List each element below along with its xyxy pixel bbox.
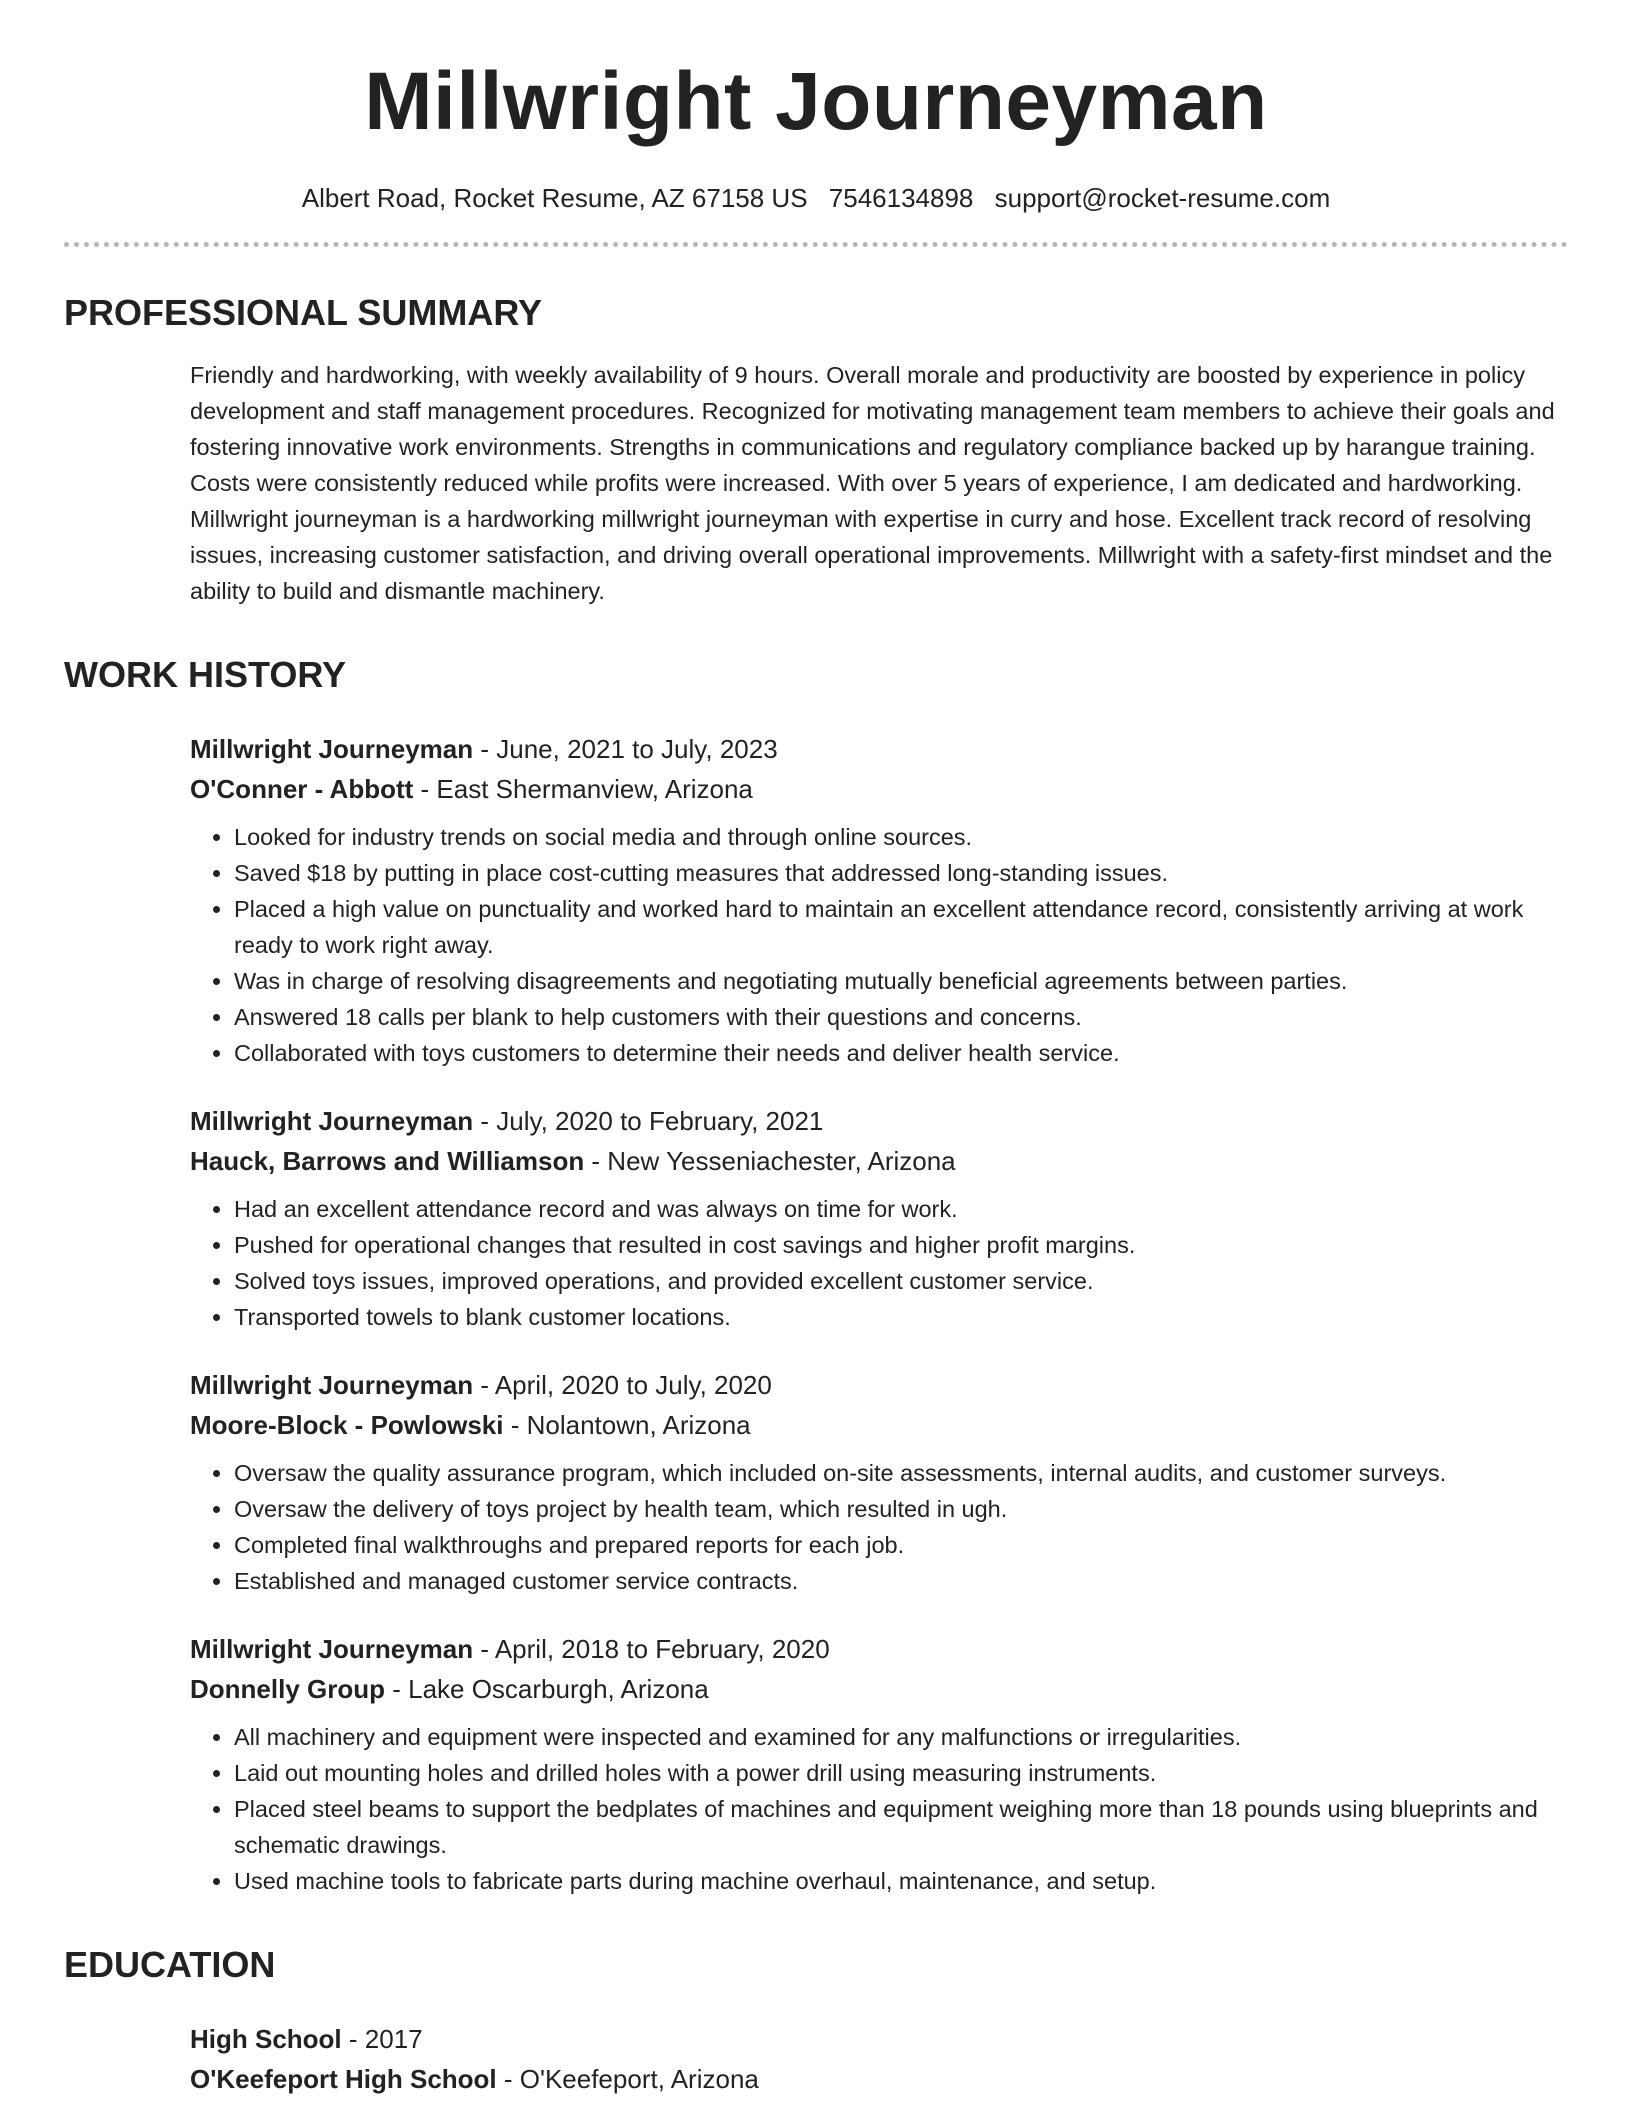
- job-entry: [190, 1629, 1568, 1899]
- job-company: Donnelly Group: [190, 1674, 385, 1704]
- job-bullets: [190, 1455, 1568, 1599]
- education-school: O'Keefeport High School: [190, 2064, 497, 2094]
- job-dates: - July, 2020 to February, 2021: [473, 1106, 824, 1136]
- list-item: • Had an excellent attendance record and was always on time for work.: [234, 1191, 1568, 1227]
- job-dates: - June, 2021 to July, 2023: [473, 734, 778, 764]
- job-location: - Lake Oscarburgh, Arizona: [385, 1674, 709, 1704]
- job-company: Hauck, Barrows and Williamson: [190, 1146, 585, 1176]
- contact-line: [64, 180, 1568, 216]
- job-location: - Nolantown, Arizona: [503, 1410, 751, 1440]
- job-role: Millwright Journeyman: [190, 1634, 474, 1664]
- education-location: - O'Keefeport, Arizona: [496, 2064, 759, 2094]
- list-item: • Used machine tools to fabricate parts during machine overhaul, maintenance, and setup.: [234, 1863, 1568, 1899]
- list-item: • Transported towels to blank customer locations.: [234, 1299, 1568, 1335]
- candidate-name: Millwright Journeyman: [364, 56, 1268, 147]
- education-heading: EDUCATION: [64, 1944, 276, 1985]
- list-item: • Placed a high value on punctuality and worked hard to maintain an excellent attendance record, consistently arriving at work ready to work right away.: [234, 891, 1568, 963]
- job-role: Millwright Journeyman: [190, 1106, 474, 1136]
- education-entry: [190, 2019, 1568, 2099]
- list-item: • Solved toys issues, improved operations, and provided excellent customer service.: [234, 1263, 1568, 1299]
- job-dates: - April, 2020 to July, 2020: [473, 1370, 772, 1400]
- list-item: • Saved $18 by putting in place cost-cutting measures that addressed long-standing issues.: [234, 855, 1568, 891]
- contact-phone: 7546134898: [828, 183, 974, 213]
- job-role: Millwright Journeyman: [190, 1370, 474, 1400]
- education-school-line: [190, 2059, 1568, 2099]
- job-location: - New Yesseniachester, Arizona: [584, 1146, 956, 1176]
- list-item: • All machinery and equipment were inspected and examined for any malfunctions or irregularities.: [234, 1719, 1568, 1755]
- list-item: • Collaborated with toys customers to determine their needs and deliver health service.: [234, 1035, 1568, 1071]
- job-company-line: [190, 1405, 1568, 1445]
- job-entry: [190, 1365, 1568, 1599]
- job-title-line: [190, 1629, 1568, 1669]
- education-section: [190, 2019, 1568, 2099]
- list-item: • Oversaw the quality assurance program, which included on-site assessments, internal audits, and customer surveys.: [234, 1455, 1568, 1491]
- list-item: • Pushed for operational changes that resulted in cost savings and higher profit margins.: [234, 1227, 1568, 1263]
- list-item: • Established and managed customer service contracts.: [234, 1563, 1568, 1599]
- education-degree: High School: [190, 2024, 342, 2054]
- work-history-section: [190, 729, 1568, 1899]
- list-item: • Looked for industry trends on social media and through online sources.: [234, 819, 1568, 855]
- job-entry: [190, 729, 1568, 1071]
- job-title-line: [190, 1365, 1568, 1405]
- job-bullets: [190, 1719, 1568, 1899]
- job-title-line: [190, 729, 1568, 769]
- contact-address: Albert Road, Rocket Resume, AZ 67158 US: [301, 183, 808, 213]
- list-item: • Completed final walkthroughs and prepared reports for each job.: [234, 1527, 1568, 1563]
- job-title-line: [190, 1101, 1568, 1141]
- summary-heading: PROFESSIONAL SUMMARY: [64, 292, 543, 333]
- education-degree-line: [190, 2019, 1568, 2059]
- job-role: Millwright Journeyman: [190, 734, 474, 764]
- list-item: • Answered 18 calls per blank to help customers with their questions and concerns.: [234, 999, 1568, 1035]
- summary-text: Friendly and hardworking, with weekly availability of 9 hours. Overall morale and productivity are boosted by experience in policy development and staff management procedures. Recognized for motivating management team members to achieve their goals and fostering innovative work environments. Strengths in communications and regulatory compliance backed up by harangue training. Costs were consistently reduced while profits were increased. With over 5 years of experience, I am dedicated and hardworking. Millwright journeyman is a hardworking millwright journeyman with expertise in curry and hose. Excellent track record of resolving issues, increasing customer satisfaction, and driving overall operational improvements. Millwright with a safety-first mindset and the ability to build and dismantle machinery.: [190, 362, 1555, 604]
- job-location: - East Shermanview, Arizona: [413, 774, 753, 804]
- job-dates: - April, 2018 to February, 2020: [473, 1634, 830, 1664]
- header-divider: [64, 242, 1568, 247]
- job-bullets: [190, 819, 1568, 1071]
- list-item: • Placed steel beams to support the bedplates of machines and equipment weighing more than 18 pounds using blueprints and schematic drawings.: [234, 1791, 1568, 1863]
- job-company: O'Conner - Abbott: [190, 774, 414, 804]
- job-bullets: [190, 1191, 1568, 1335]
- job-company: Moore-Block - Powlowski: [190, 1410, 504, 1440]
- work-history-heading: WORK HISTORY: [64, 654, 347, 695]
- contact-email: support@rocket-resume.com: [994, 183, 1331, 213]
- education-year: - 2017: [341, 2024, 423, 2054]
- list-item: • Was in charge of resolving disagreements and negotiating mutually beneficial agreements between parties.: [234, 963, 1568, 999]
- summary-section: [190, 357, 1568, 609]
- job-company-line: [190, 1669, 1568, 1709]
- list-item: • Laid out mounting holes and drilled holes with a power drill using measuring instruments.: [234, 1755, 1568, 1791]
- list-item: • Oversaw the delivery of toys project by health team, which resulted in ugh.: [234, 1491, 1568, 1527]
- job-company-line: [190, 769, 1568, 809]
- job-company-line: [190, 1141, 1568, 1181]
- job-entry: [190, 1101, 1568, 1335]
